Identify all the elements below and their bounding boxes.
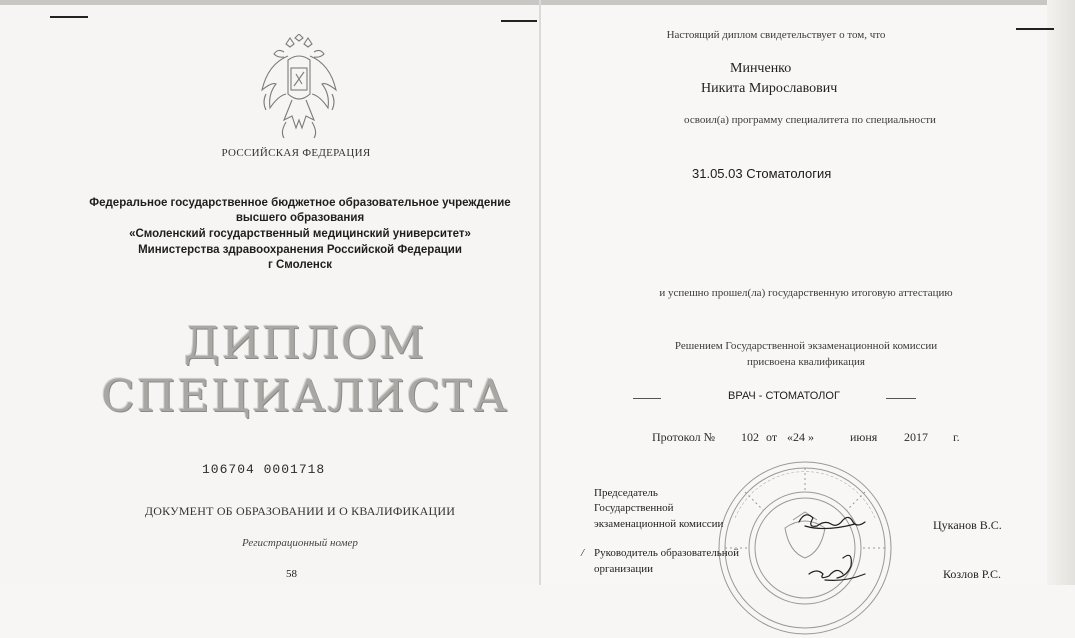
diploma-subtitle: СПЕЦИАЛИСТА: [101, 371, 509, 422]
chair-title: Председатель: [594, 487, 658, 499]
graduate-name: Никита Мирославович: [701, 81, 838, 96]
qualification-rule: [633, 398, 661, 399]
top-edge-shadow: [541, 0, 1075, 5]
chair-title: экзаменационной комиссии: [594, 518, 724, 530]
institution-city: г Смоленск: [267, 259, 333, 271]
specialty: 31.05.03 Стоматология: [692, 166, 832, 181]
attestation-text: и успешно прошел(ла) государственную итоговую аттестацию: [659, 287, 953, 299]
qualification: ВРАЧ - СТОМАТОЛОГ: [728, 390, 840, 402]
institution-line: «Смоленский государственный медицинский университет»: [129, 228, 471, 240]
program-text: освоил(а) программу специалитета по специальности: [684, 114, 936, 126]
protocol-month: июня: [850, 430, 878, 444]
institution-line: высшего образования: [235, 212, 365, 224]
corner-mark: [50, 16, 88, 18]
head-title: Руководитель образовательной: [594, 547, 740, 559]
diploma-title: ДИПЛОМ: [183, 318, 427, 369]
commission-text: Решением Государственной экзаменационной комиссии: [674, 340, 938, 352]
protocol-day: «24 »: [787, 430, 814, 444]
corner-mark: [501, 20, 537, 22]
protocol-year: 2017: [904, 430, 928, 444]
document-type: ДОКУМЕНТ ОБ ОБРАЗОВАНИИ И О КВАЛИФИКАЦИИ: [144, 504, 456, 518]
protocol-number: 102: [741, 430, 759, 444]
protocol-label: Протокол №: [652, 430, 716, 444]
page-fold: [539, 0, 541, 585]
handwritten-signature-icon: [795, 500, 885, 585]
institution-line: Министерства здравоохранения Российской Федерации: [138, 244, 462, 256]
chair-title: Государственной: [594, 502, 674, 514]
coat-of-arms-icon: [258, 34, 340, 142]
commission-text: присвоена квалификация: [747, 356, 865, 368]
protocol-year-suffix: г.: [953, 430, 960, 444]
head-title: организации: [594, 563, 654, 575]
document-number: 106704 0001718: [202, 462, 326, 477]
protocol-from: от: [766, 430, 778, 444]
qualification-rule: [886, 398, 916, 399]
registration-label: Регистрационный номер: [242, 537, 358, 549]
top-edge-shadow: [0, 0, 540, 5]
head-name: Козлов Р.С.: [943, 567, 1001, 581]
registration-number: 58: [286, 568, 297, 580]
head-mark: /: [581, 547, 585, 559]
chair-name: Цуканов В.С.: [933, 518, 1002, 532]
country-name: РОССИЙСКАЯ ФЕДЕРАЦИЯ: [221, 147, 371, 159]
institution-line: Федеральное государственное бюджетное образовательное учреждение: [89, 197, 511, 209]
graduate-surname: Минченко: [730, 61, 792, 76]
corner-mark: [1016, 28, 1054, 30]
certificate-intro: Настоящий диплом свидетельствует о том, что: [666, 29, 886, 41]
